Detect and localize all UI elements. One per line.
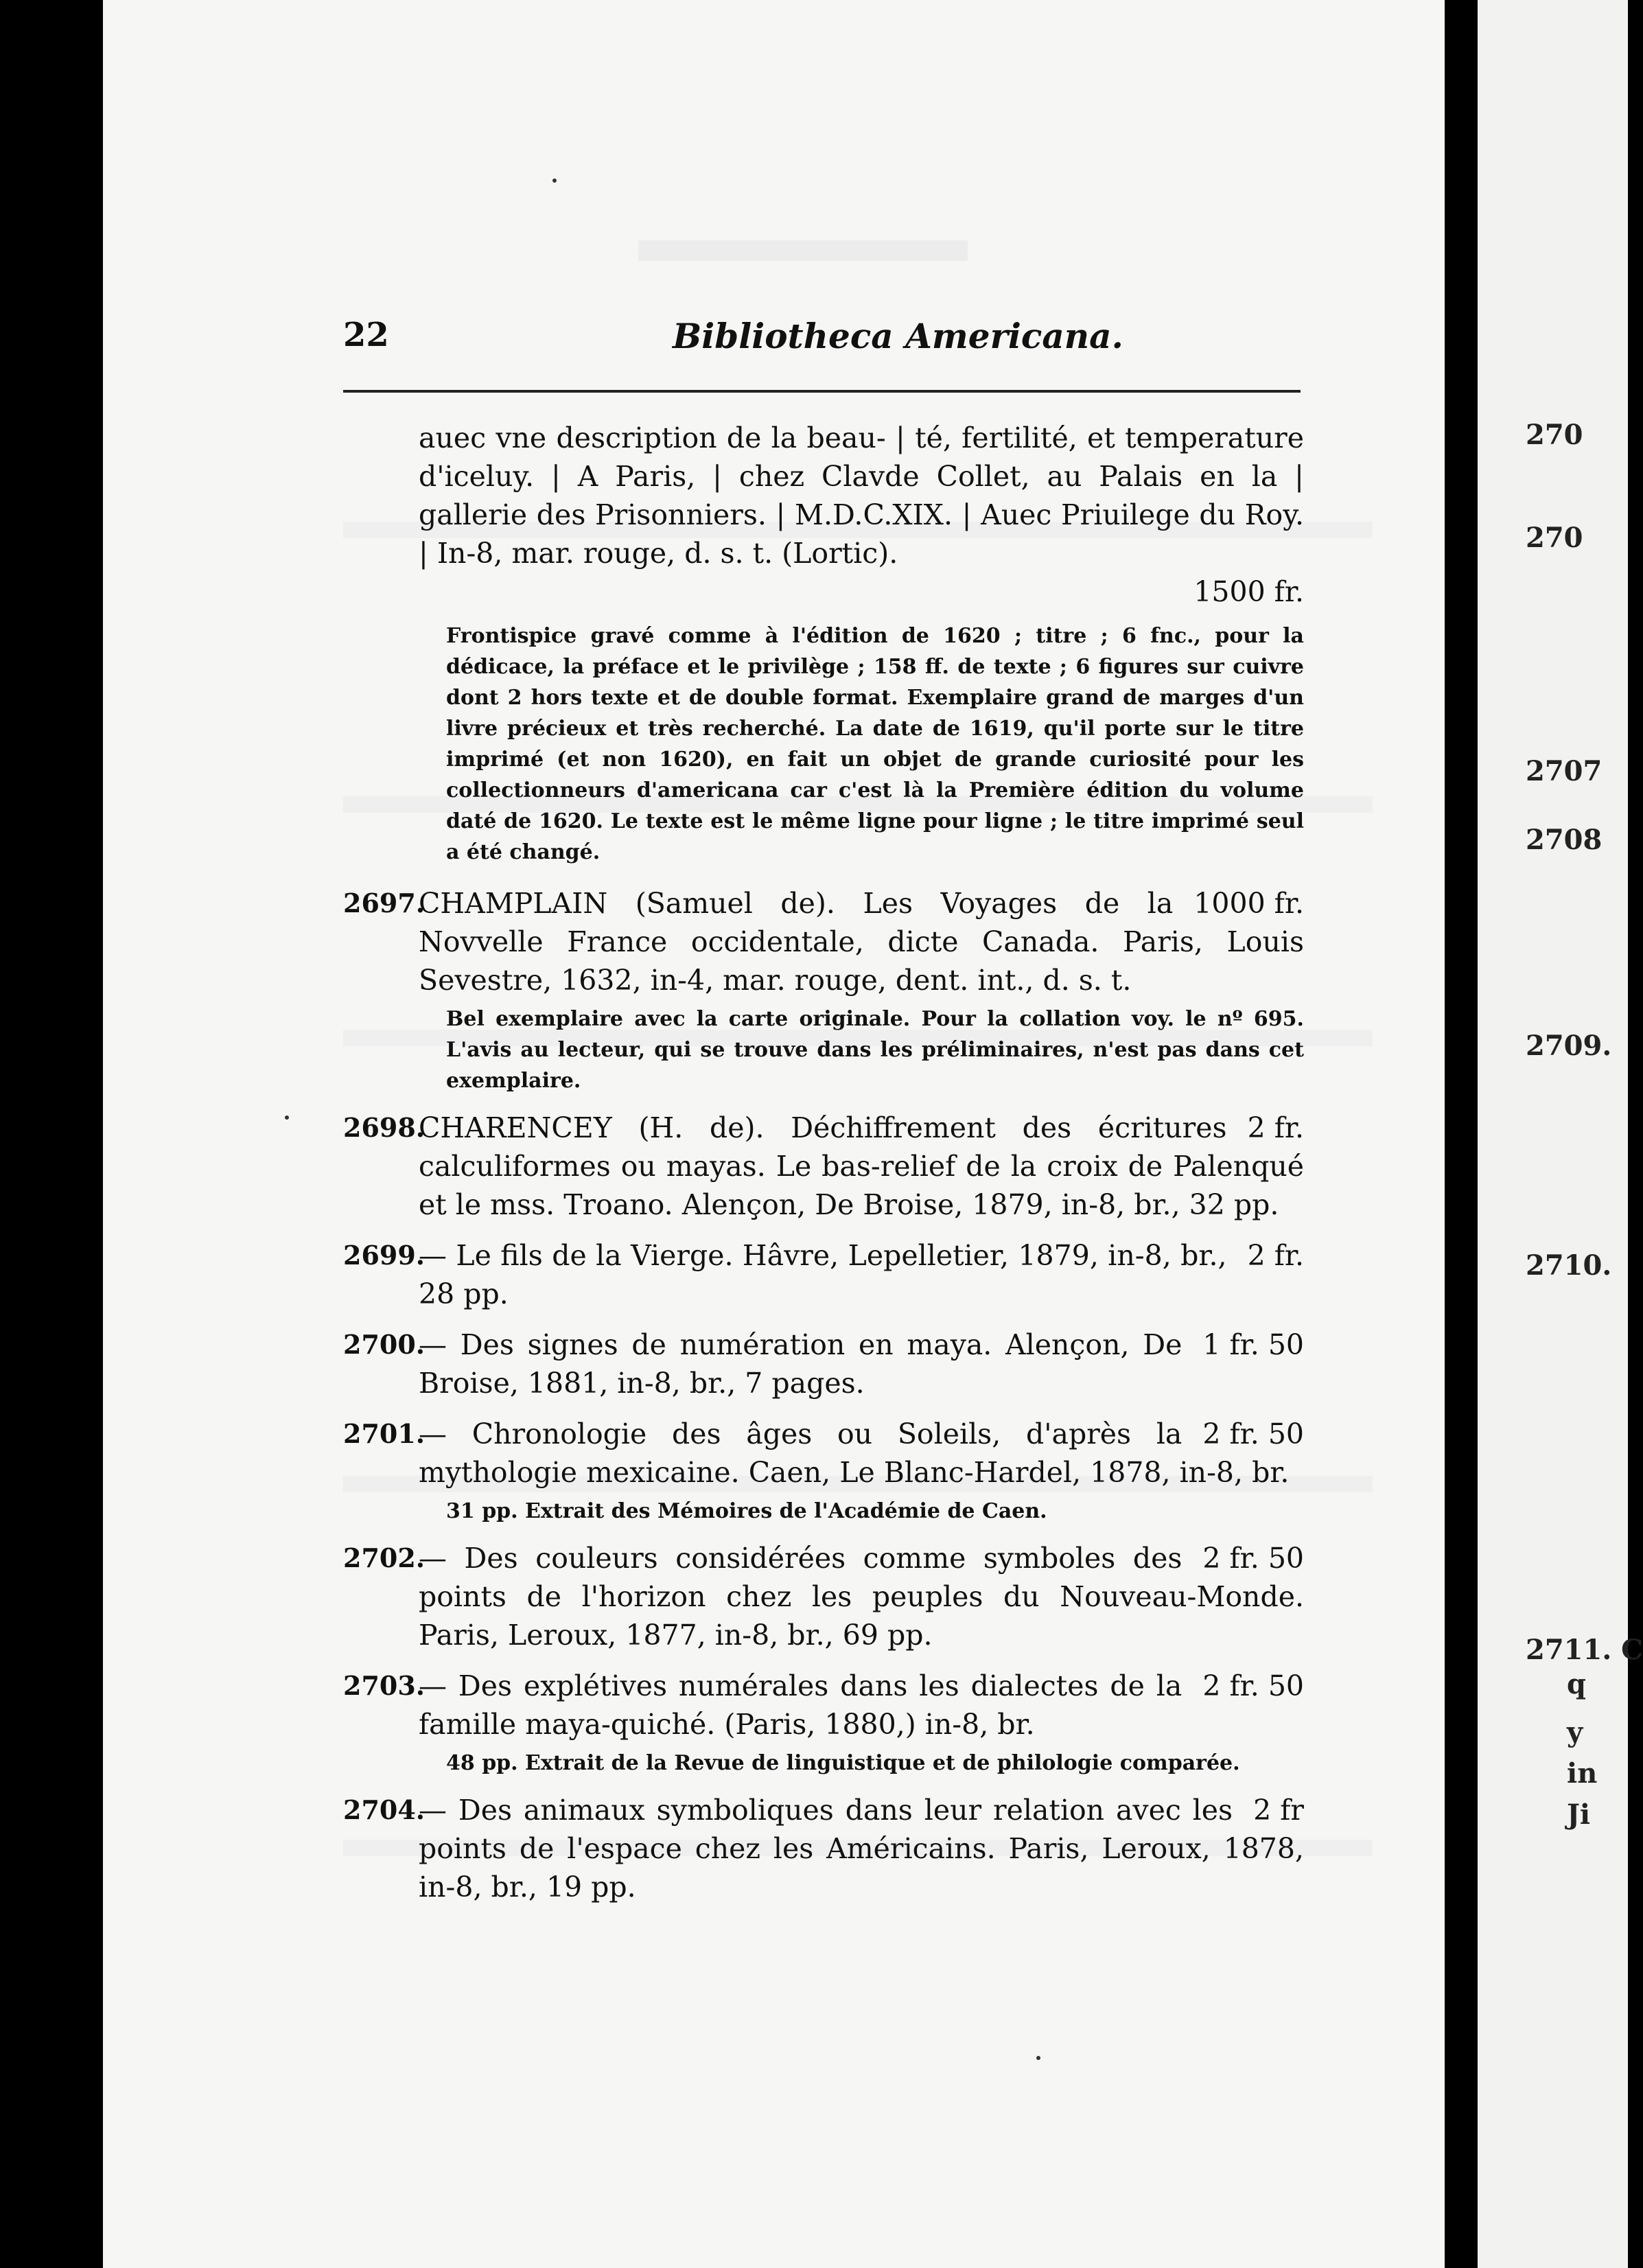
next-page-fragment: 2711. C [1526, 1634, 1643, 1666]
entry-text: — Le fils de la Vierge. Hâvre, Lepelletier, 1879, in-8, br., 28 pp. [419, 1239, 1227, 1310]
next-page-fragment: 2707 [1526, 755, 1603, 787]
speck [1036, 2056, 1040, 2060]
next-page-fragment: 2709. [1526, 1030, 1612, 1062]
entry-text: — Des couleurs considérées comme symboles des points de l'horizon chez les peuples du Nouveau-Monde. Paris, Leroux, 1877, in-8, br., 69 pp. [419, 1542, 1304, 1652]
entry-note: Bel exemplaire avec la carte originale. Pour la collation voy. le nº 695. L'avis au lecteur, qui se trouve dans les préliminaires, n'est pas dans cet exemplaire. [446, 1007, 1304, 1093]
entry-list [343, 884, 1304, 1906]
entry-text: — Des signes de numération en maya. Alençon, De Broise, 1881, in-8, br., 7 pages. [419, 1328, 1182, 1400]
entry-description [419, 1326, 1304, 1402]
next-page-fragment: Ji [1567, 1798, 1591, 1831]
continuation-text: auec vne description de la beau- | té, fertilité, et temperature d'iceluy. | A Paris, | chez Clavde Collet, au Palais en la | gallerie des Prisonniers. | M.D.C.XIX. | Auec Priuilege du Roy. | In-8, mar. rouge, d. s. t. (Lortic). [419, 421, 1304, 570]
entry-description [419, 1539, 1304, 1654]
catalogue-entry [343, 1791, 1304, 1906]
entry-text: — Des animaux symboliques dans leur relation avec les points de l'espace chez les Américains. Paris, Leroux, 1878, in-8, br., 19 pp. [419, 1794, 1304, 1903]
entry-price: 2 fr [1253, 1794, 1304, 1827]
running-title: Bibliotheca Americana. [673, 316, 1123, 356]
entry-number: 2700. [343, 1329, 425, 1360]
catalogue-entry [343, 1109, 1304, 1224]
entry-price: 2 fr. [1247, 1111, 1304, 1144]
entry-description [419, 1236, 1304, 1313]
entry-number: 2702. [343, 1542, 425, 1573]
next-page-fragment: 2710. [1526, 1249, 1612, 1282]
catalogue-entry [343, 1415, 1304, 1527]
entry-price: 1 fr. 50 [1202, 1328, 1304, 1361]
next-page-edge [1478, 0, 1643, 2268]
bleed-through-mark [638, 240, 968, 261]
entry-note: 48 pp. Extrait de la Revue de linguistique et de philologie comparée. [446, 1751, 1240, 1775]
entry-note: 31 pp. Extrait des Mémoires de l'Académie de Caen. [446, 1499, 1047, 1523]
next-page-fragment: 270 [1526, 419, 1583, 451]
entry-description [419, 1415, 1304, 1492]
entry-text: CHARENCEY (H. de). Déchiffrement des écritures calculiformes ou mayas. Le bas-relief de la croix de Palenqué et le mss. Troano. Alençon, De Broise, 1879, in-8, br., 32 pp. [419, 1111, 1304, 1221]
entry-number: 2703. [343, 1670, 425, 1701]
catalogue-entry [343, 1539, 1304, 1654]
speck [285, 1115, 289, 1120]
entry-price: 2 fr. 50 [1202, 1669, 1304, 1702]
next-page-fragment: y [1567, 1716, 1583, 1748]
continuation-price: 1500 fr. [1193, 575, 1304, 608]
entry-text: CHAMPLAIN (Samuel de). Les Voyages de la Novvelle France occidentale, dicte Canada. Paris, Louis Sevestre, 1632, in-4, mar. rouge, dent. int., d. s. t. [419, 887, 1304, 997]
next-page-fragment: in [1567, 1757, 1598, 1790]
header-rule [343, 390, 1301, 393]
speck [552, 178, 557, 183]
entry-price: 2 fr. [1247, 1239, 1304, 1272]
entry-text: — Chronologie des âges ou Soleils, d'après la mythologie mexicaine. Caen, Le Blanc-Hardel, 1878, in-8, br. [419, 1418, 1290, 1489]
entry-text: — Des explétives numérales dans les dialectes de la famille maya-quiché. (Paris, 1880,) in-8, br. [419, 1669, 1182, 1741]
entry-description [419, 1791, 1304, 1906]
page-number: 22 [343, 316, 389, 354]
catalogue-content [343, 419, 1304, 1906]
next-page-fragment: 270 [1526, 522, 1583, 554]
entry-number: 2699. [343, 1240, 425, 1271]
next-page-fragment: q [1567, 1668, 1586, 1700]
catalogue-entry [343, 1326, 1304, 1402]
page-header [343, 316, 1373, 364]
entry-number: 2697. [343, 888, 425, 918]
entry-number: 2698. [343, 1112, 425, 1143]
entry-number: 2704. [343, 1794, 425, 1825]
entry-description [419, 884, 1304, 999]
page-gutter [1445, 0, 1478, 2268]
entry-price: 2 fr. 50 [1202, 1542, 1304, 1575]
continuation-note: Frontispice gravé comme à l'édition de 1620 ; titre ; 6 fnc., pour la dédicace, la préface et le privilège ; 158 ff. de texte ; 6 figures sur cuivre dont 2 hors texte et de double format. Exemplaire grand de marges d'un livre précieux et très recherché. La date de 1619, qu'il porte sur le titre imprimé (et non 1620), en fait un objet de grande curiosité pour les collectionneurs d'americana car c'est là la Première édition du volume daté de 1620. Le texte est le même ligne pour ligne ; le titre imprimé seul a été changé. [446, 624, 1304, 864]
catalogue-entry [343, 1236, 1304, 1313]
entry-price: 1000 fr. [1193, 887, 1304, 920]
entry-price: 2 fr. 50 [1202, 1418, 1304, 1450]
catalogue-entry [343, 884, 1304, 1096]
next-page-fragment: 2708 [1526, 824, 1603, 856]
entry-number: 2701. [343, 1418, 425, 1449]
entry-description [419, 1667, 1304, 1744]
catalogue-entry [343, 1667, 1304, 1779]
entry-description [419, 1109, 1304, 1224]
